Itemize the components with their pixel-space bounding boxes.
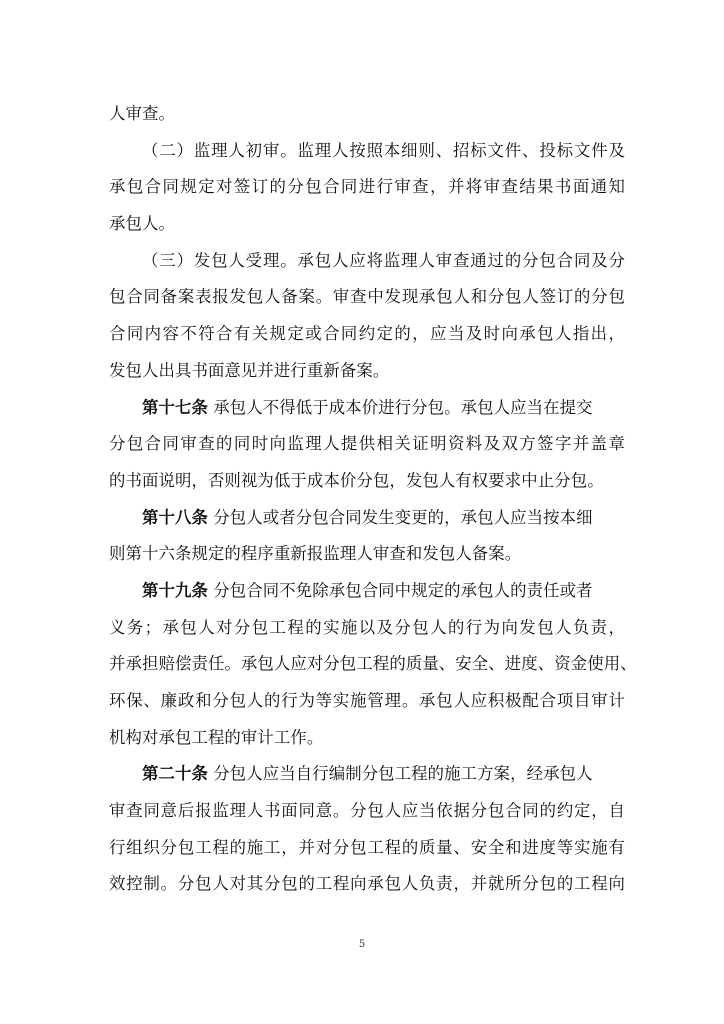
text-line: 的书面说明，否则视为低于成本价分包，发包人有权要求中止分包。	[109, 470, 604, 490]
text-line: 审查同意后报监理人书面同意。分包人应当依据分包合同的约定，自	[109, 801, 625, 821]
document-body	[109, 96, 637, 903]
page-number: 5	[358, 939, 366, 950]
article-heading: 第二十条	[142, 764, 208, 784]
text-line: 发包人出具书面意见并进行重新备案。	[109, 360, 390, 380]
text-line: 人审查。	[109, 104, 175, 123]
text-line: 效控制。分包人对其分包的工程向承包人负责，并就所分包的工程向	[109, 874, 625, 894]
text-line: 合同内容不符合有关规定或合同约定的，应当及时向承包人指出，	[109, 324, 625, 344]
article-18-line: 第十八条 分包人或者分包合同发生变更的，承包人应当按本细	[142, 507, 593, 527]
article-19-line: 第十九条 分包合同不免除承包合同中规定的承包人的责任或者	[142, 580, 593, 600]
text-line: 环保、廉政和分包人的行为等实施管理。承包人应积极配合项目审计	[109, 691, 625, 710]
text-line: 承包人。	[109, 214, 175, 234]
article-heading: 第十八条	[142, 507, 208, 527]
text-line: 并承担赔偿责任。承包人应对分包工程的质量、安全、进度、资金使用、	[109, 654, 637, 674]
text-line: 机构对承包工程的审计工作。	[109, 727, 324, 747]
article-20-line: 第二十条 分包人应当自行编制分包工程的施工方案，经承包人	[142, 764, 593, 784]
article-heading: 第十七条	[142, 397, 208, 417]
text-line: （二）监理人初审。监理人按照本细则、招标文件、投标文件及	[142, 140, 625, 160]
text-line: 则第十六条规定的程序重新报监理人审查和发包人备案。	[109, 544, 522, 564]
text-line: 义务；承包人对分包工程的实施以及分包人的行为向发包人负责，	[109, 617, 625, 637]
text-line: （三）发包人受理。承包人应将监理人审查通过的分包合同及分	[142, 250, 625, 270]
text-line: 行组织分包工程的施工，并对分包工程的质量、安全和进度等实施有	[109, 837, 625, 857]
text-line: 包合同备案表报发包人备案。审查中发现承包人和分包人签订的分包	[109, 287, 625, 307]
article-17-line: 第十七条 承包人不得低于成本价进行分包。承包人应当在提交	[142, 397, 593, 417]
text-line: 承包合同规定对签订的分包合同进行审查，并将审查结果书面通知	[109, 177, 625, 197]
text-line: 分包合同审查的同时向监理人提供相关证明资料及双方签字并盖章	[109, 434, 625, 454]
article-heading: 第十九条	[142, 580, 208, 600]
